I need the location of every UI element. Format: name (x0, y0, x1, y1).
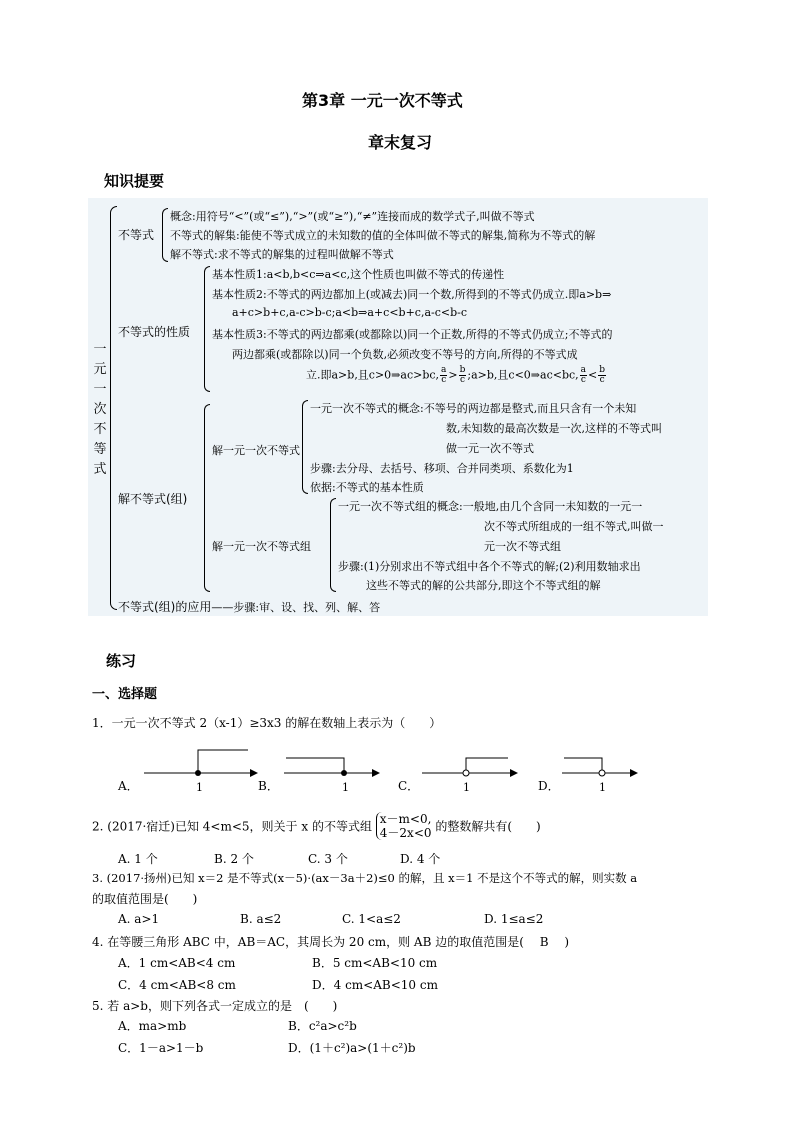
n3b-item: 元一次不等式组 (484, 540, 561, 553)
q2-option-a[interactable]: A. 1 个 (118, 852, 158, 866)
n1-brace (162, 208, 168, 262)
q5-option-c[interactable]: C．1－a>1－b (118, 1041, 204, 1055)
n1-item: 不等式的解集:能使不等式成立的未知数的值的全体叫做不等式的解集,简称为不等式的解 (170, 229, 596, 242)
mc-heading: 一、选择题 (92, 687, 158, 702)
n3b-item: 步骤:(1)分别求出不等式组中各个不等式的解;(2)利用数轴求出 (338, 560, 641, 573)
q1-option-c[interactable]: C． (398, 779, 420, 793)
tick-label: 1 (463, 781, 470, 794)
q5-option-a[interactable]: A．ma>mb (118, 1019, 187, 1033)
q3-stem-cont: 的取值范围是( ) (92, 892, 198, 906)
knowledge-heading: 知识提要 (104, 172, 165, 190)
root-char: 一 (93, 382, 107, 397)
q4-option-c[interactable]: C．4 cm<AB<8 cm (118, 978, 236, 992)
root-char: 元 (93, 362, 107, 377)
fraction: $\frac{a}{c}$ (441, 365, 447, 385)
q4-option-b[interactable]: B．5 cm<AB<10 cm (312, 956, 438, 970)
root-char: 次 (93, 402, 107, 417)
application-steps: ——步骤:审、设、找、列、解、答 (211, 601, 381, 614)
tick-label: 1 (599, 781, 606, 794)
n2-item: 两边都乘(或都除以)同一个负数,必须改变不等号的方向,所得的不等式成 (232, 348, 578, 361)
n2-item-property3-formula (306, 366, 607, 385)
n2-item: 基本性质1:a<b,b<c⇒a<c,这个性质也叫做不等式的传递性 (212, 268, 505, 281)
n2-item: 基本性质2:不等式的两边都加上(或减去)同一个数,所得到的不等式仍成立.即a>b⇒ (212, 288, 612, 301)
formula-text: < (588, 368, 598, 382)
q2-stem-text: 2. (2017·宿迁)已知 4<m<5，则关于 x 的不等式组 (92, 819, 372, 834)
q2-option-c[interactable]: C. 3 个 (308, 852, 348, 866)
n3b-brace (330, 498, 336, 592)
q4-option-d[interactable]: D．4 cm<AB<10 cm (312, 978, 438, 992)
n2-item: a+c>b+c,a-c>b-c;a<b⇒a+c<b+c,a-c<b-c (232, 306, 468, 319)
tick-label: 1 (196, 781, 203, 794)
formula-text: ;a>b,且c<0⇒ac<bc, (467, 368, 579, 382)
formula-text: 立.即a>b,且c>0⇒ac>bc, (306, 368, 440, 382)
q2-option-d[interactable]: D. 4 个 (400, 852, 441, 866)
q2-stem-text: 的整数解共有( ) (435, 819, 541, 834)
number-line-a (140, 744, 260, 796)
n3a-item: 做一元一次不等式 (446, 442, 534, 455)
tick-label: 1 (342, 781, 349, 794)
number-line-c (420, 744, 520, 796)
node-solve-system: 解一元一次不等式组 (212, 540, 311, 553)
n3b-item: 这些不等式的解的公共部分,即这个不等式组的解 (366, 579, 601, 592)
fraction: $\frac{b}{c}$ (459, 365, 466, 385)
node-application (118, 598, 380, 615)
practice-heading: 练习 (106, 652, 137, 670)
n3a-item: 一元一次不等式的概念:不等号的两边都是整式,而且只含有一个未知 (310, 402, 637, 415)
n3a-brace (302, 400, 308, 494)
q1-option-d[interactable]: D． (538, 779, 560, 793)
q5-option-d[interactable]: D．(1＋c²)a>(1＋c²)b (288, 1041, 416, 1055)
n3a-item: 数,未知数的最高次数是一次,这样的不等式叫 (446, 422, 662, 435)
fraction: $\frac{b}{c}$ (599, 365, 606, 385)
node-properties: 不等式的性质 (118, 325, 191, 339)
node-solve-single: 解一元一次不等式 (212, 444, 300, 457)
q3-option-c[interactable]: C. 1<a≤2 (342, 912, 401, 926)
number-line-d (560, 744, 640, 796)
q4-option-a[interactable]: A．1 cm<AB<4 cm (118, 956, 236, 970)
n3-brace (204, 404, 210, 592)
n3b-item: 一元一次不等式组的概念:一般地,由几个含同一未知数的一元一 (338, 500, 643, 513)
q1-option-a[interactable]: A． (118, 779, 139, 793)
n3b-item: 次不等式所组成的一组不等式,叫做一 (484, 520, 664, 533)
q2-option-b[interactable]: B. 2 个 (214, 852, 254, 866)
section-title: 章末复习 (368, 133, 433, 152)
n2-brace (204, 266, 210, 392)
node-solving: 解不等式(组) (118, 492, 188, 506)
q3-option-d[interactable]: D. 1≤a≤2 (484, 912, 544, 926)
q1-stem: 1．一元一次不等式 2（x-1）≥3x3 的解在数轴上表示为（ ） (92, 716, 442, 730)
q5-stem: 5. 若 a>b，则下列各式一定成立的是 ( ) (92, 999, 338, 1013)
root-brace (110, 206, 117, 610)
root-char: 等 (93, 442, 107, 457)
node-inequality: 不等式 (118, 228, 155, 242)
q3-stem: 3. (2017·扬州)已知 x＝2 是不等式(x－5)·(ax－3a＋2)≤0 的解，且 x＝1 不是这个不等式的解，则实数 a (92, 871, 638, 885)
fraction: $\frac{a}{c}$ (580, 365, 587, 385)
number-line-b (282, 744, 382, 796)
formula-text: > (448, 368, 458, 382)
n2-item: 基本性质3:不等式的两边都乘(或都除以)同一个正数,所得的不等式仍成立;不等式的 (212, 328, 613, 341)
q3-option-a[interactable]: A. a>1 (118, 912, 160, 926)
n3a-item: 依据:不等式的基本性质 (310, 481, 424, 494)
root-char: 一 (93, 342, 107, 357)
chapter-title: 第3章 一元一次不等式 (302, 91, 463, 110)
q5-option-b[interactable]: B．c²a>c²b (288, 1019, 357, 1033)
n3a-item: 步骤:去分母、去括号、移项、合并同类项、系数化为1 (310, 462, 574, 475)
q4-stem: 4. 在等腰三角形 ABC 中，AB＝AC，其周长为 20 cm，则 AB 边的取值范围是( B ) (92, 935, 570, 949)
n1-item: 解不等式:求不等式的解集的过程叫做解不等式 (170, 248, 394, 261)
q3-option-b[interactable]: B. a≤2 (240, 912, 282, 926)
root-char: 式 (93, 462, 107, 477)
q2-stem (92, 812, 541, 840)
outline-root-label (92, 340, 108, 480)
inequality-system: x－m<0, 4－2x<0 (376, 812, 432, 840)
q1-option-b[interactable]: B． (258, 779, 279, 793)
root-char: 不 (93, 422, 107, 437)
application-label: 不等式(组)的应用 (118, 600, 212, 614)
n1-item: 概念:用符号“<”(或“≤”),“>”(或“≥”),“≠”连接而成的数学式子,叫做不等式 (170, 210, 535, 223)
